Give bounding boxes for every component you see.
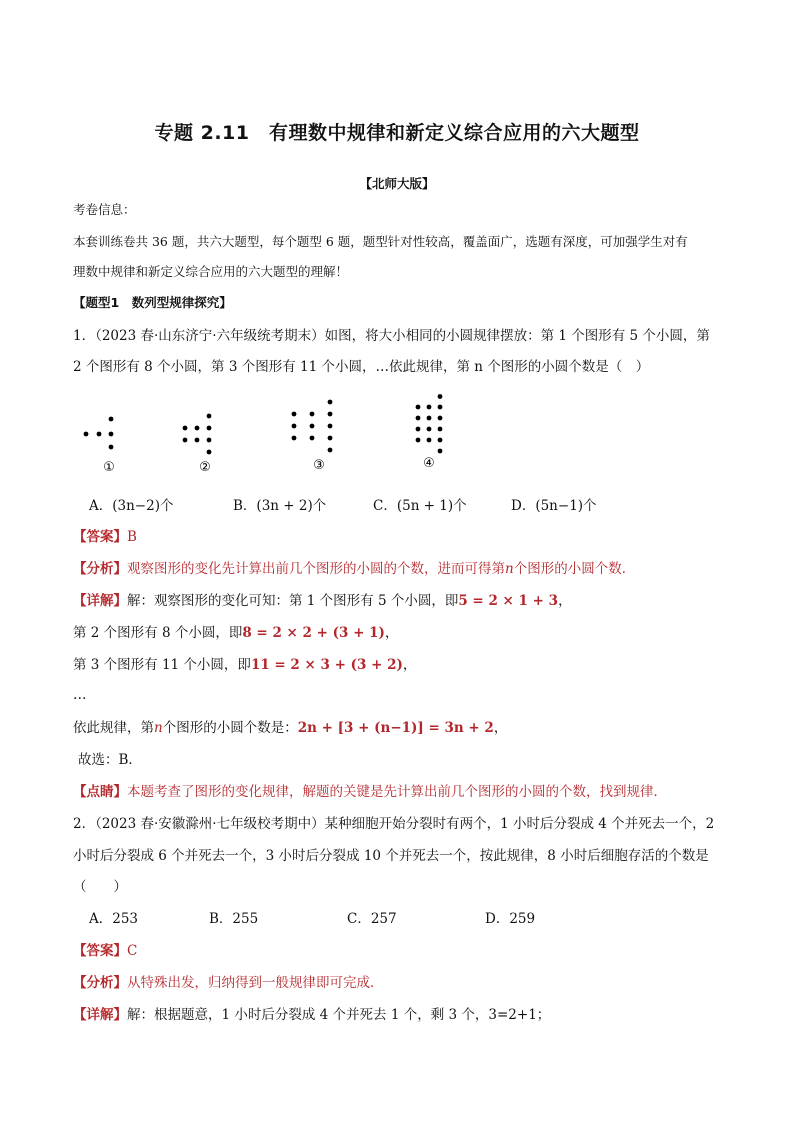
- q2-option-a[interactable]: A．253: [89, 911, 139, 927]
- figure-3-label: ③: [313, 458, 325, 473]
- figure-4-label: ④: [423, 456, 435, 471]
- q1-dot-pattern-figure: [75, 394, 475, 478]
- q2-stem-line-1: 2．（2023 春·安徽滁州·七年级校考期中）某种细胞开始分裂时有两个，1 小时后分裂成 4 个并死去一个，2: [73, 816, 715, 832]
- exam-info-text-2: 理数中规律和新定义综合应用的六大题型的理解！: [73, 264, 349, 279]
- q1-answer: 【答案】B: [73, 529, 137, 545]
- q1-option-a[interactable]: A．(3n−2)个: [89, 498, 174, 514]
- q1-detail-line-1: 【详解】解：观察图形的变化可知：第 1 个图形有 5 个小圆，即5 = 2 × 1 + 3，: [73, 593, 572, 609]
- q1-detail-rule: 依此规律，第n个图形的小圆个数是：2n + [3 + (n−1)] = 3n + 2，: [73, 720, 508, 736]
- q1-option-b[interactable]: B．(3n + 2)个: [233, 498, 327, 514]
- figure-1-dots: [84, 417, 114, 450]
- q2-option-d[interactable]: D．259: [485, 911, 536, 927]
- figure-1-label: ①: [103, 460, 115, 475]
- q1-stem-line-1: 1．（2023 春·山东济宁·六年级统考期末）如图，将大小相同的小圆规律摆放：第 1 个图形有 5 个小圆，第: [73, 328, 710, 344]
- q1-detail-line-2: 第 2 个图形有 8 个小圆，即8 = 2 × 2 + (3 + 1)，: [73, 625, 399, 641]
- q2-option-b[interactable]: B．255: [209, 911, 259, 927]
- page-title: 专题 2.11 有理数中规律和新定义综合应用的六大题型: [154, 122, 640, 144]
- exam-info-label: 考卷信息：: [73, 202, 136, 217]
- q2-answer: 【答案】C: [73, 943, 138, 959]
- q1-option-c[interactable]: C．(5n + 1)个: [373, 498, 467, 514]
- q1-comment: 【点睛】本题考查了图形的变化规律，解题的关键是先计算出前几个图形的小圆的个数，找到规律．: [73, 784, 667, 800]
- q2-stem-line-3: （ ）: [73, 879, 127, 895]
- q2-stem-line-2: 小时后分裂成 6 个并死去一个，3 小时后分裂成 10 个并死去一个，按此规律，8 小时后细胞存活的个数是: [73, 848, 709, 864]
- q1-option-d[interactable]: D．(5n−1)个: [511, 498, 597, 514]
- q1-stem-line-2: 2 个图形有 8 个小圆，第 3 个图形有 11 个小圆，…依此规律，第 n 个图形的小圆个数是（ ）: [73, 359, 650, 375]
- q2-option-c[interactable]: C．257: [347, 911, 397, 927]
- q1-choose: 故选：B．: [78, 752, 142, 768]
- q2-options: [89, 909, 535, 929]
- q1-detail-line-3: 第 3 个图形有 11 个小圆，即11 = 2 × 3 + (3 + 2)，: [73, 657, 417, 673]
- q2-analysis: 【分析】从特殊出发，归纳得到一般规律即可完成．: [73, 975, 384, 991]
- figure-2-label: ②: [199, 460, 211, 475]
- figure-4-dots: [416, 394, 443, 453]
- q1-detail-ellipsis: …: [73, 687, 87, 703]
- q1-options: [89, 496, 597, 516]
- q2-detail-line-1: 【详解】解：根据题意，1 小时后分裂成 4 个并死去 1 个，剩 3 个，3=2+1；: [73, 1007, 551, 1023]
- exam-info-text-1: 本套训练卷共 36 题，共六大题型，每个题型 6 题，题型针对性较高，覆盖面广，选题有深度，可加强学生对有: [73, 234, 688, 249]
- figure-3-dots: [292, 400, 333, 453]
- edition-label: 【北师大版】: [359, 176, 435, 191]
- section-heading: 【题型1 数列型规律探究】: [73, 295, 232, 310]
- figure-2-dots: [183, 414, 212, 455]
- q1-analysis: 【分析】观察图形的变化先计算出前几个图形的小圆的个数，进而可得第n个图形的小圆个数．: [73, 561, 636, 577]
